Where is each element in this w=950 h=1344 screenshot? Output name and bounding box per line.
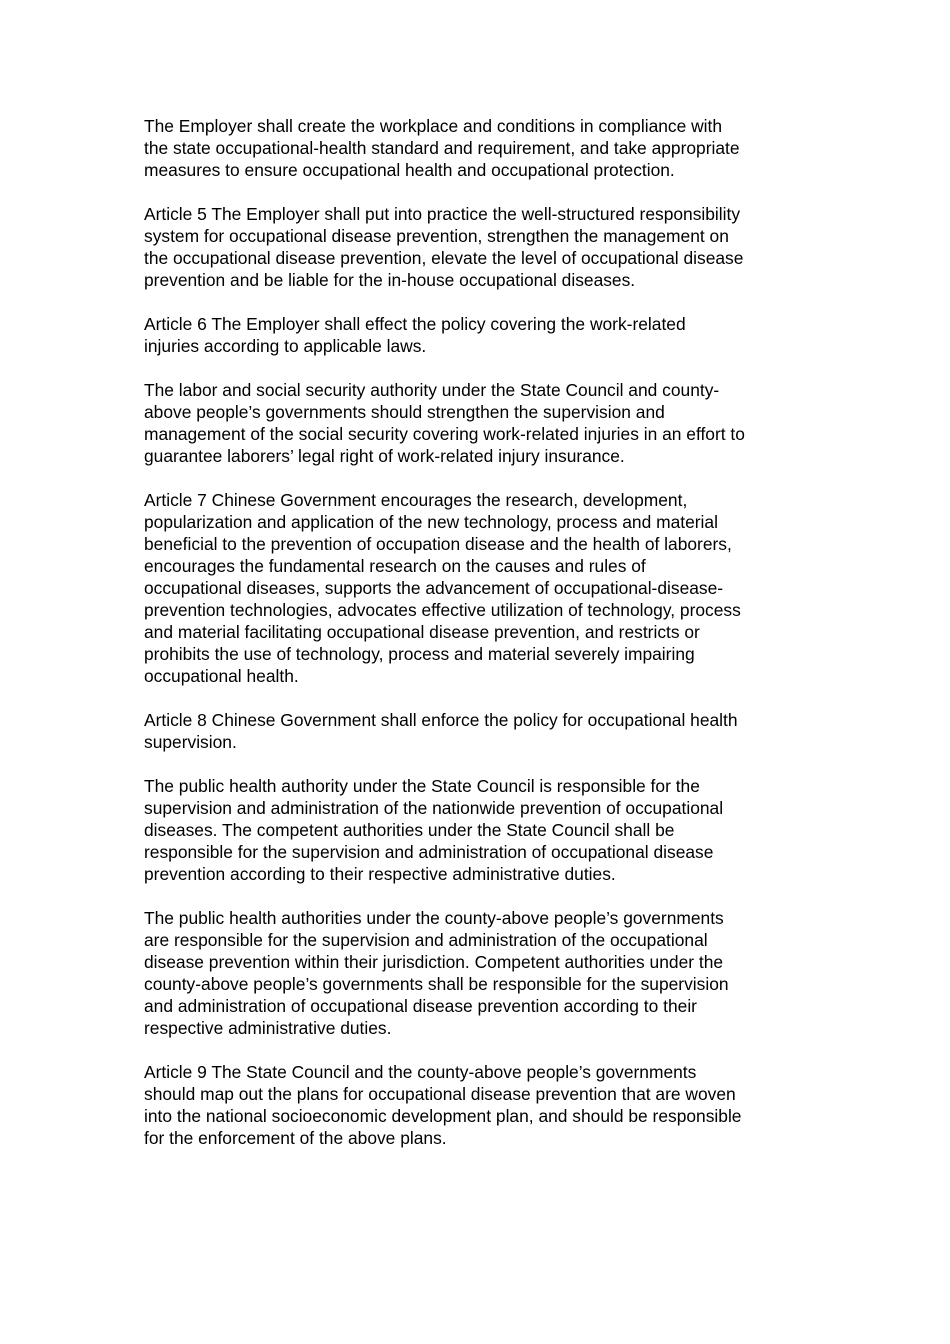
- paragraph-article-9: [144, 1061, 814, 1149]
- paragraph-county-authorities: [144, 907, 814, 1039]
- paragraph-article-5: [144, 203, 814, 291]
- paragraph-labor-authority: [144, 379, 814, 467]
- text-line: respective administrative duties.: [144, 1018, 392, 1038]
- text-line: occupational health.: [144, 666, 299, 686]
- text-line: The labor and social security authority under the State Council and county-: [144, 380, 720, 400]
- text-line: system for occupational disease prevention, strengthen the management on: [144, 226, 729, 246]
- text-line: supervision and administration of the nationwide prevention of occupational: [144, 798, 724, 818]
- text-line: beneficial to the prevention of occupation disease and the health of laborers,: [144, 534, 732, 554]
- text-line: the occupational disease prevention, elevate the level of occupational disease: [144, 248, 744, 268]
- text-line: The public health authority under the State Council is responsible for the: [144, 776, 700, 796]
- text-line: and material facilitating occupational disease prevention, and restricts or: [144, 622, 700, 642]
- text-line: prevention technologies, advocates effective utilization of technology, process: [144, 600, 741, 620]
- text-line: the state occupational-health standard and requirement, and take appropriate: [144, 138, 740, 158]
- paragraph-employer-workplace: [144, 115, 814, 181]
- text-line: Article 9 The State Council and the county-above people’s governments: [144, 1062, 697, 1082]
- text-line: The public health authorities under the county-above people’s governments: [144, 908, 724, 928]
- text-line: encourages the fundamental research on the causes and rules of: [144, 556, 646, 576]
- document-body: [144, 115, 814, 1171]
- text-line: and administration of occupational disease prevention according to their: [144, 996, 697, 1016]
- text-line: diseases. The competent authorities under the State Council shall be: [144, 820, 675, 840]
- text-line: are responsible for the supervision and administration of the occupational: [144, 930, 708, 950]
- text-line: popularization and application of the new technology, process and material: [144, 512, 718, 532]
- text-line: county-above people’s governments shall be responsible for the supervision: [144, 974, 729, 994]
- text-line: injuries according to applicable laws.: [144, 336, 427, 356]
- paragraph-public-health-authority: [144, 775, 814, 885]
- text-line: prevention according to their respective administrative duties.: [144, 864, 616, 884]
- text-line: measures to ensure occupational health and occupational protection.: [144, 160, 675, 180]
- text-line: supervision.: [144, 732, 237, 752]
- text-line: Article 5 The Employer shall put into practice the well-structured responsibility: [144, 204, 741, 224]
- text-line: disease prevention within their jurisdiction. Competent authorities under the: [144, 952, 724, 972]
- text-line: into the national socioeconomic development plan, and should be responsible: [144, 1106, 742, 1126]
- text-line: Article 6 The Employer shall effect the policy covering the work-related: [144, 314, 686, 334]
- text-line: for the enforcement of the above plans.: [144, 1128, 447, 1148]
- text-line: Article 8 Chinese Government shall enforce the policy for occupational health: [144, 710, 738, 730]
- paragraph-article-8: [144, 709, 814, 753]
- text-line: responsible for the supervision and administration of occupational disease: [144, 842, 714, 862]
- text-line: above people’s governments should strengthen the supervision and: [144, 402, 665, 422]
- paragraph-article-7: [144, 489, 814, 687]
- paragraph-article-6: [144, 313, 814, 357]
- text-line: management of the social security covering work-related injuries in an effort to: [144, 424, 745, 444]
- text-line: should map out the plans for occupational disease prevention that are woven: [144, 1084, 736, 1104]
- text-line: The Employer shall create the workplace and conditions in compliance with: [144, 116, 723, 136]
- text-line: prohibits the use of technology, process and material severely impairing: [144, 644, 695, 664]
- text-line: Article 7 Chinese Government encourages the research, development,: [144, 490, 688, 510]
- text-line: occupational diseases, supports the advancement of occupational-disease-: [144, 578, 724, 598]
- text-line: prevention and be liable for the in-house occupational diseases.: [144, 270, 636, 290]
- text-line: guarantee laborers’ legal right of work-related injury insurance.: [144, 446, 625, 466]
